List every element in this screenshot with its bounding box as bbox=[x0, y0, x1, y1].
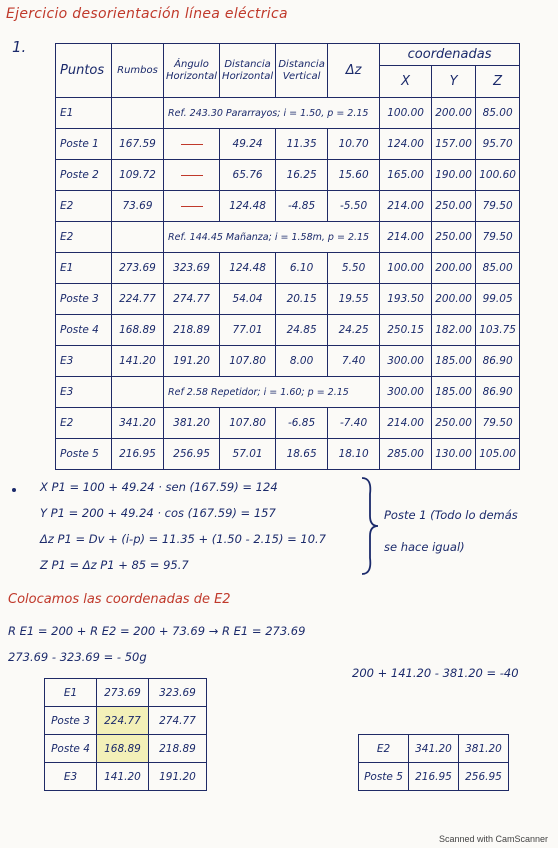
cell-z: 79.50 bbox=[476, 408, 520, 439]
table-row bbox=[56, 346, 520, 377]
cell-angulo: 323.69 bbox=[149, 679, 207, 707]
cell-y: 200.00 bbox=[432, 98, 476, 129]
cell-dz: -5.50 bbox=[328, 191, 380, 222]
cell-angulo: 381.20 bbox=[459, 735, 509, 763]
dash-mark bbox=[181, 144, 203, 145]
cell-angulo: 381.20 bbox=[164, 408, 220, 439]
cell-dist-h: 107.80 bbox=[220, 408, 276, 439]
cell-angulo: 274.77 bbox=[164, 284, 220, 315]
table-row bbox=[45, 735, 207, 763]
cell-dist-h: 107.80 bbox=[220, 346, 276, 377]
rumbo-table-right bbox=[358, 734, 509, 791]
cell-punto: Poste 2 bbox=[56, 160, 112, 191]
cell-x: 214.00 bbox=[380, 408, 432, 439]
header-z: Z bbox=[476, 66, 520, 98]
cell-y: 200.00 bbox=[432, 284, 476, 315]
cell-dz: 10.70 bbox=[328, 129, 380, 160]
cell-dist-v: 24.85 bbox=[276, 315, 328, 346]
cell-punto: Poste 4 bbox=[45, 735, 97, 763]
cell-dist-h: 49.24 bbox=[220, 129, 276, 160]
table-row bbox=[56, 315, 520, 346]
calc-difference: 273.69 - 323.69 = - 50g bbox=[8, 650, 147, 664]
cell-x: 214.00 bbox=[380, 191, 432, 222]
cell-y: 185.00 bbox=[432, 377, 476, 408]
table-row bbox=[56, 439, 520, 470]
cell-rumbo: 73.69 bbox=[112, 191, 164, 222]
cell-dist-v: 16.25 bbox=[276, 160, 328, 191]
dash-mark bbox=[181, 175, 203, 176]
cell-angulo: 191.20 bbox=[149, 763, 207, 791]
table-row bbox=[359, 735, 509, 763]
calc-z-p1: Z P1 = Δz P1 + 85 = 95.7 bbox=[40, 558, 189, 572]
cell-dist-v: 20.15 bbox=[276, 284, 328, 315]
cell-z: 105.00 bbox=[476, 439, 520, 470]
cell-y: 130.00 bbox=[432, 439, 476, 470]
cell-punto: Poste 3 bbox=[56, 284, 112, 315]
cell-dz: 18.10 bbox=[328, 439, 380, 470]
section-heading: Colocamos las coordenadas de E2 bbox=[8, 592, 231, 607]
cell-z: 100.60 bbox=[476, 160, 520, 191]
cell-rumbo: 216.95 bbox=[409, 763, 459, 791]
page-title: Ejercicio desorientación línea eléctrica bbox=[6, 6, 288, 22]
cell-reference: Ref. 243.30 Pararrayos; i = 1.50, p = 2.15 bbox=[164, 98, 380, 129]
cell-dz: 24.25 bbox=[328, 315, 380, 346]
table-row bbox=[45, 679, 207, 707]
header-coordenadas: coordenadas bbox=[380, 44, 520, 66]
cell-y: 182.00 bbox=[432, 315, 476, 346]
cell-z: 79.50 bbox=[476, 222, 520, 253]
cell-x: 300.00 bbox=[380, 377, 432, 408]
cell-rumbo: 167.59 bbox=[112, 129, 164, 160]
cell-reference: Ref. 144.45 Mañanza; i = 1.58m, p = 2.15 bbox=[164, 222, 380, 253]
calc-rumbo-e1: R E1 = 200 + R E2 = 200 + 73.69 → R E1 = 273.69 bbox=[8, 624, 306, 638]
calc-x-p1: X P1 = 100 + 49.24 · sen (167.59) = 124 bbox=[40, 480, 278, 494]
cell-x: 100.00 bbox=[380, 98, 432, 129]
cell-dist-h: 77.01 bbox=[220, 315, 276, 346]
cell-rumbo: 168.89 bbox=[112, 315, 164, 346]
curly-brace bbox=[358, 476, 380, 576]
cell-x: 250.15 bbox=[380, 315, 432, 346]
calc-dz-p1: Δz P1 = Dv + (i-p) = 11.35 + (1.50 - 2.15) = 10.7 bbox=[40, 532, 326, 546]
cell-dz: -7.40 bbox=[328, 408, 380, 439]
header-rumbos: Rumbos bbox=[112, 44, 164, 98]
table-row bbox=[56, 284, 520, 315]
cell-dist-h: 54.04 bbox=[220, 284, 276, 315]
table-row bbox=[56, 160, 520, 191]
cell-z: 86.90 bbox=[476, 377, 520, 408]
cell-angulo: 218.89 bbox=[149, 735, 207, 763]
cell-rumbo: 273.69 bbox=[97, 679, 149, 707]
cell-dist-h: 124.48 bbox=[220, 253, 276, 284]
cell-rumbo: 341.20 bbox=[409, 735, 459, 763]
cell-angulo bbox=[164, 191, 220, 222]
cell-dist-v: -4.85 bbox=[276, 191, 328, 222]
table-row bbox=[56, 129, 520, 160]
cell-y: 190.00 bbox=[432, 160, 476, 191]
cell-dist-v: -6.85 bbox=[276, 408, 328, 439]
cell-x: 165.00 bbox=[380, 160, 432, 191]
cell-rumbo bbox=[112, 98, 164, 129]
cell-rumbo: 216.95 bbox=[112, 439, 164, 470]
calc-note-line2: se hace igual) bbox=[384, 540, 465, 554]
cell-angulo: 218.89 bbox=[164, 315, 220, 346]
cell-reference: Ref 2.58 Repetidor; i = 1.60; p = 2.15 bbox=[164, 377, 380, 408]
header-puntos: Puntos bbox=[56, 44, 112, 98]
cell-z: 99.05 bbox=[476, 284, 520, 315]
cell-punto: E2 bbox=[359, 735, 409, 763]
table-row bbox=[45, 707, 207, 735]
cell-dist-h: 65.76 bbox=[220, 160, 276, 191]
dash-mark bbox=[181, 206, 203, 207]
table-row bbox=[56, 191, 520, 222]
cell-punto: E2 bbox=[56, 222, 112, 253]
cell-rumbo bbox=[112, 377, 164, 408]
table-row bbox=[56, 98, 520, 129]
table-row bbox=[56, 253, 520, 284]
cell-punto: E1 bbox=[56, 98, 112, 129]
survey-table bbox=[55, 43, 520, 470]
cell-dz: 19.55 bbox=[328, 284, 380, 315]
cell-punto: E2 bbox=[56, 191, 112, 222]
cell-x: 300.00 bbox=[380, 346, 432, 377]
cell-punto: E1 bbox=[56, 253, 112, 284]
cell-rumbo: 224.77 bbox=[97, 707, 149, 735]
cell-rumbo bbox=[112, 222, 164, 253]
calc-note-line1: Poste 1 (Todo lo demás bbox=[384, 508, 518, 522]
cell-angulo: 191.20 bbox=[164, 346, 220, 377]
header-angulo: Ángulo Horizontal bbox=[164, 44, 220, 98]
cell-x: 100.00 bbox=[380, 253, 432, 284]
cell-x: 124.00 bbox=[380, 129, 432, 160]
bullet-dot bbox=[12, 488, 16, 492]
cell-dist-h: 124.48 bbox=[220, 191, 276, 222]
table-row bbox=[56, 377, 520, 408]
table-row bbox=[45, 763, 207, 791]
cell-y: 250.00 bbox=[432, 191, 476, 222]
table-row bbox=[56, 408, 520, 439]
cell-angulo: 256.95 bbox=[164, 439, 220, 470]
table-row bbox=[56, 222, 520, 253]
cell-x: 193.50 bbox=[380, 284, 432, 315]
cell-punto: Poste 1 bbox=[56, 129, 112, 160]
calc-right: 200 + 141.20 - 381.20 = -40 bbox=[352, 666, 519, 680]
cell-dist-v: 6.10 bbox=[276, 253, 328, 284]
cell-punto: E3 bbox=[56, 346, 112, 377]
header-x: X bbox=[380, 66, 432, 98]
cell-punto: E1 bbox=[45, 679, 97, 707]
cell-dist-v: 8.00 bbox=[276, 346, 328, 377]
cell-y: 250.00 bbox=[432, 408, 476, 439]
cell-y: 200.00 bbox=[432, 253, 476, 284]
cell-punto: E3 bbox=[56, 377, 112, 408]
cell-rumbo: 141.20 bbox=[97, 763, 149, 791]
cell-dz: 7.40 bbox=[328, 346, 380, 377]
cell-rumbo: 273.69 bbox=[112, 253, 164, 284]
scanner-watermark: Scanned with CamScanner bbox=[438, 834, 548, 844]
cell-dist-v: 11.35 bbox=[276, 129, 328, 160]
header-y: Y bbox=[432, 66, 476, 98]
rumbo-table-left bbox=[44, 678, 207, 791]
cell-dz: 15.60 bbox=[328, 160, 380, 191]
cell-dist-v: 18.65 bbox=[276, 439, 328, 470]
cell-z: 86.90 bbox=[476, 346, 520, 377]
cell-z: 79.50 bbox=[476, 191, 520, 222]
cell-dist-h: 57.01 bbox=[220, 439, 276, 470]
cell-punto: Poste 5 bbox=[56, 439, 112, 470]
cell-punto: Poste 5 bbox=[359, 763, 409, 791]
cell-dz: 5.50 bbox=[328, 253, 380, 284]
cell-rumbo: 168.89 bbox=[97, 735, 149, 763]
cell-angulo bbox=[164, 160, 220, 191]
cell-x: 285.00 bbox=[380, 439, 432, 470]
cell-z: 95.70 bbox=[476, 129, 520, 160]
exercise-number: 1. bbox=[12, 38, 27, 56]
header-dist-v: Distancia Vertical bbox=[276, 44, 328, 98]
cell-punto: E2 bbox=[56, 408, 112, 439]
cell-punto: Poste 3 bbox=[45, 707, 97, 735]
cell-angulo: 323.69 bbox=[164, 253, 220, 284]
cell-punto: E3 bbox=[45, 763, 97, 791]
cell-angulo: 274.77 bbox=[149, 707, 207, 735]
header-dz: Δz bbox=[328, 44, 380, 98]
cell-y: 185.00 bbox=[432, 346, 476, 377]
cell-z: 85.00 bbox=[476, 253, 520, 284]
cell-rumbo: 109.72 bbox=[112, 160, 164, 191]
cell-rumbo: 141.20 bbox=[112, 346, 164, 377]
cell-angulo: 256.95 bbox=[459, 763, 509, 791]
cell-rumbo: 224.77 bbox=[112, 284, 164, 315]
cell-z: 103.75 bbox=[476, 315, 520, 346]
cell-rumbo: 341.20 bbox=[112, 408, 164, 439]
header-dist-h: Distancia Horizontal bbox=[220, 44, 276, 98]
cell-y: 157.00 bbox=[432, 129, 476, 160]
calc-y-p1: Y P1 = 200 + 49.24 · cos (167.59) = 157 bbox=[40, 506, 276, 520]
cell-y: 250.00 bbox=[432, 222, 476, 253]
cell-z: 85.00 bbox=[476, 98, 520, 129]
cell-angulo bbox=[164, 129, 220, 160]
cell-punto: Poste 4 bbox=[56, 315, 112, 346]
table-row bbox=[359, 763, 509, 791]
cell-x: 214.00 bbox=[380, 222, 432, 253]
